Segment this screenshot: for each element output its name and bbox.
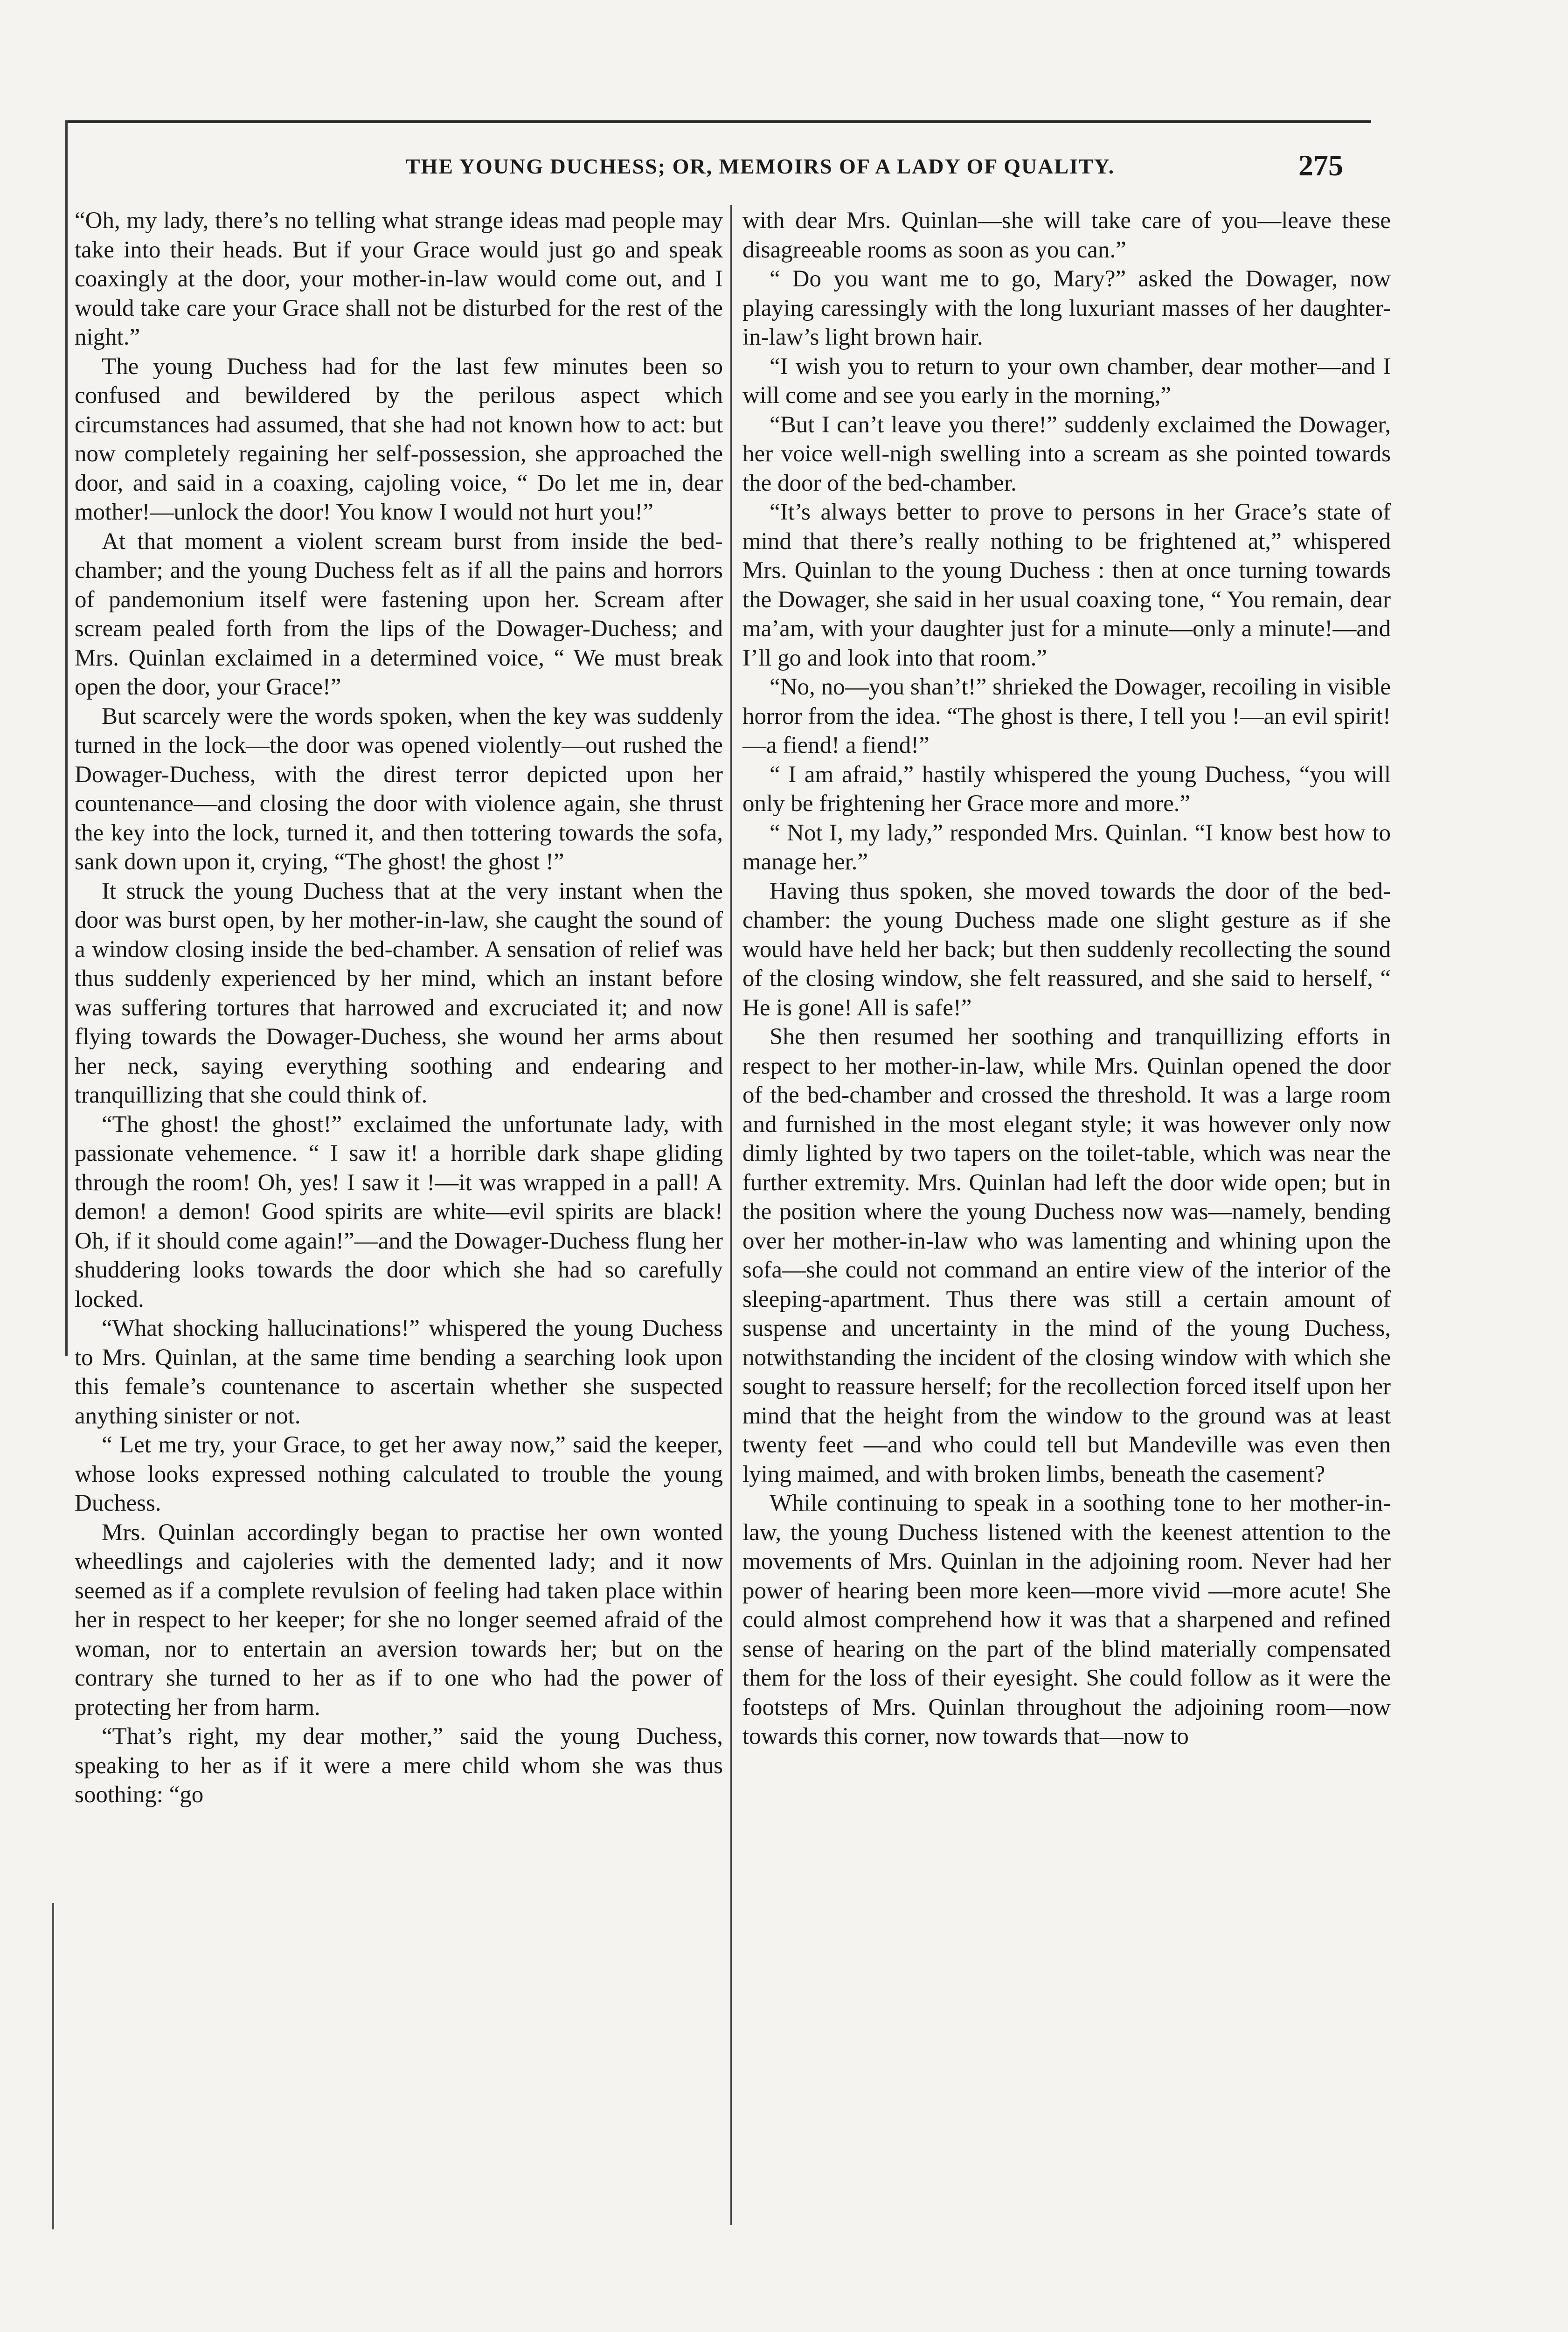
paragraph: with dear Mrs. Quinlan—she will take care of you—leave these disagreeable rooms as soon as you can.” — [742, 208, 1391, 263]
paragraph: But scarcely were the words spoken, when the key was suddenly turned in the lock—the door was opened violently—out rushed the Dowager-Duchess, with the direst terror depicted upon her countenance—and closing the door with violence again, she thrust the key into the lock, turned it, and then tottering towards the sofa, sank down upon it, crying, “The ghost! the ghost !” — [75, 703, 723, 875]
paragraph: “ Let me try, your Grace, to get her away now,” said the keeper, whose looks expressed nothing calculated to trouble the young Duchess. — [75, 1432, 723, 1516]
paragraph: “No, no—you shan’t!” shrieked the Dowager, recoiling in visible horror from the idea. “The ghost is there, I tell you !—an evil spirit!—a fiend! a fiend!” — [742, 674, 1391, 758]
paragraph: While continuing to speak in a soothing tone to her mother-in-law, the young Duchess listened with the keenest attention to the movements of Mrs. Quinlan in the adjoining room. Never had her power of hearing been more keen—more vivid —more acute! She could almost comprehend how it was that a sharpened and refined sense of hearing on the part of the blind materially compensated them for the loss of their eyesight. She could follow as it were the footsteps of Mrs. Quinlan throughout the adjoining room—now towards this corner, now towards that—now to — [742, 1490, 1391, 1749]
running-title: THE YOUNG DUCHESS; OR, MEMOIRS OF A LADY OF QUALITY. — [405, 154, 1115, 178]
right-column — [742, 206, 1391, 1751]
paragraph: Having thus spoken, she moved towards the door of the bed-chamber: the young Duchess made one slight gesture as if she would have held her back; but then suddenly recollecting the sound of the closing window, she felt reassured, and she said to herself, “ He is gone! All is safe!” — [742, 878, 1391, 1021]
left-column — [75, 206, 723, 1810]
paragraph: “Oh, my lady, there’s no telling what strange ideas mad people may take into their heads. But if your Grace would just go and speak coaxingly at the door, your mother-in-law would come out, and I would take care your Grace shall not be disturbed for the rest of the night.” — [75, 208, 723, 350]
page-number: 275 — [1298, 149, 1343, 182]
paragraph: She then resumed her soothing and tranquillizing efforts in respect to her mother-in-law, while Mrs. Quinlan opened the door of the bed-chamber and crossed the threshold. It was a large room and furnished in the most elegant style; it was however only now dimly lighted by two tapers on the toilet-table, which was near the further extremity. Mrs. Quinlan had left the door wide open; but in the position where the young Duchess now was—namely, bending over her mother-in-law who was lamenting and whining upon the sofa—she could not command an entire view of the interior of the sleeping-apartment. Thus there was still a certain amount of suspense and uncertainty in the mind of the young Duchess, notwithstanding the incident of the closing window with which she sought to reassure herself; for the recollection forced itself upon her mind that the height from the window to the ground was at least twenty feet —and who could tell but Mandeville was even then lying maimed, and with broken limbs, beneath the casement? — [742, 1024, 1391, 1487]
page-top-rule — [65, 120, 1371, 123]
paragraph: “It’s always better to prove to persons in her Grace’s state of mind that there’s really nothing to be frightened at,” whispered Mrs. Quinlan to the young Duchess : then at once turning towards the Dowager, she said in her usual coaxing tone, “ You remain, dear ma’am, with your daughter just for a minute—only a minute!—and I’ll go and look into that room.” — [742, 499, 1391, 671]
page-left-rule — [65, 120, 68, 1356]
paragraph: At that moment a violent scream burst from inside the bed-chamber; and the young Duchess felt as if all the pains and horrors of pandemonium itself were fastening upon her. Scream after scream pealed forth from the lips of the Dowager-Duchess; and Mrs. Quinlan exclaimed in a determined voice, “ We must break open the door, your Grace!” — [75, 528, 723, 700]
page-left-rule-lower — [52, 1903, 54, 2229]
paragraph: “ Do you want me to go, Mary?” asked the Dowager, now playing caressingly with the long luxuriant masses of her daughter-in-law’s light brown hair. — [742, 266, 1391, 350]
paragraph: “ I am afraid,” hastily whispered the young Duchess, “you will only be frightening her Grace more and more.” — [742, 761, 1391, 817]
paragraph: Mrs. Quinlan accordingly began to practise her own wonted wheedlings and cajoleries with the demented lady; and it now seemed as if a complete revulsion of feeling had taken place within her in respect to her keeper; for she no longer seemed afraid of the woman, nor to entertain an aversion towards her; but on the contrary she turned to her as if to one who had the power of protecting her from harm. — [75, 1519, 723, 1721]
paragraph: “ Not I, my lady,” responded Mrs. Quinlan. “I know best how to manage her.” — [742, 819, 1391, 875]
paragraph: “I wish you to return to your own chamber, dear mother—and I will come and see you early in the morning,” — [742, 353, 1391, 409]
paragraph: “The ghost! the ghost!” exclaimed the unfortunate lady, with passionate vehemence. “ I saw it! a horrible dark shape gliding through the room! Oh, yes! I saw it !—it was wrapped in a pall! A demon! a demon! Good spirits are white—evil spirits are black! Oh, if it should come again!”—and the Dowager-Duchess flung her shuddering looks towards the door which she had so carefully locked. — [75, 1111, 723, 1312]
paragraph: It struck the young Duchess that at the very instant when the door was burst open, by her mother-in-law, she caught the sound of a window closing inside the bed-chamber. A sensation of relief was thus suddenly experienced by her mind, which an instant before was suffering tortures that harrowed and excruciated it; and now flying towards the Dowager-Duchess, she wound her arms about her neck, saying everything soothing and endearing and tranquillizing that she could think of. — [75, 878, 723, 1108]
paragraph: “That’s right, my dear mother,” said the young Duchess, speaking to her as if it were a mere child whom she was thus soothing: “go — [75, 1723, 723, 1808]
paragraph: The young Duchess had for the last few minutes been so confused and bewildered by the perilous aspect which circumstances had assumed, that she had not known how to act: but now completely regaining her self-possession, she approached the door, and said in a coaxing, cajoling voice, “ Do let me in, dear mother!—unlock the door! You know I would not hurt you!” — [75, 353, 723, 525]
paragraph: “But I can’t leave you there!” suddenly exclaimed the Dowager, her voice well-nigh swelling into a scream as she pointed towards the door of the bed-chamber. — [742, 411, 1391, 496]
column-divider — [730, 205, 732, 2225]
paragraph: “What shocking hallucinations!” whispered the young Duchess to Mrs. Quinlan, at the same time bending a searching look upon this female’s countenance to ascertain whether she suspected anything sinister or not. — [75, 1315, 723, 1429]
running-head — [75, 148, 1353, 195]
